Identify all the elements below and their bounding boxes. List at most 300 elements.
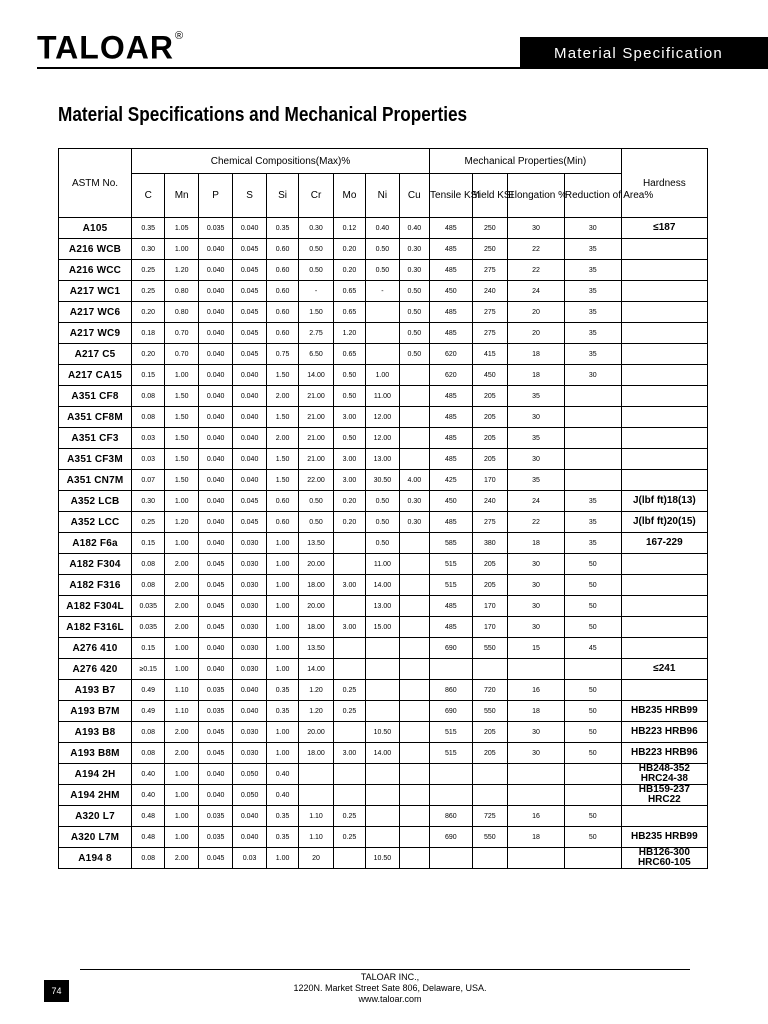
astm-no-cell: A216 WCB — [59, 239, 132, 260]
cu-cell: 0.30 — [399, 260, 429, 281]
cr-cell: 21.00 — [299, 449, 333, 470]
tensile-cell — [430, 659, 473, 680]
reduction-of-area-cell: 50 — [564, 701, 621, 722]
mo-cell — [333, 722, 365, 743]
astm-no-cell: A217 WC6 — [59, 302, 132, 323]
s-cell: 0.040 — [233, 428, 266, 449]
c-cell: 0.30 — [132, 239, 165, 260]
s-cell: 0.030 — [233, 617, 266, 638]
mn-cell: 1.50 — [165, 407, 198, 428]
elongation-cell: 22 — [508, 512, 565, 533]
element-header-cu: Cu — [399, 174, 429, 218]
table-row — [59, 281, 708, 302]
yield-cell: 275 — [472, 323, 507, 344]
si-cell: 0.75 — [266, 344, 298, 365]
ni-cell — [366, 701, 399, 722]
si-cell: 1.50 — [266, 470, 298, 491]
s-cell: 0.045 — [233, 302, 266, 323]
cr-cell: 2.75 — [299, 323, 333, 344]
reduction-of-area-cell — [564, 764, 621, 785]
yield-cell: 725 — [472, 806, 507, 827]
table-row — [59, 764, 708, 785]
tensile-cell: 450 — [430, 491, 473, 512]
s-cell: 0.045 — [233, 491, 266, 512]
astm-no-cell: A182 F6a — [59, 533, 132, 554]
tensile-cell: 485 — [430, 260, 473, 281]
mo-cell — [333, 785, 365, 806]
yield-cell: 205 — [472, 575, 507, 596]
yield-cell — [472, 785, 507, 806]
mo-cell: 1.20 — [333, 323, 365, 344]
mo-cell: 0.25 — [333, 701, 365, 722]
ni-cell — [366, 764, 399, 785]
hardness-cell — [621, 617, 707, 638]
tensile-cell — [430, 848, 473, 869]
c-cell: 0.25 — [132, 281, 165, 302]
cu-cell — [399, 848, 429, 869]
elongation-cell: 22 — [508, 260, 565, 281]
elongation-cell: 24 — [508, 281, 565, 302]
astm-no-cell: A351 CF8 — [59, 386, 132, 407]
hardness-cell — [621, 575, 707, 596]
elongation-cell: 16 — [508, 806, 565, 827]
footer-divider — [80, 969, 690, 970]
tensile-cell: 690 — [430, 638, 473, 659]
s-cell: 0.045 — [233, 512, 266, 533]
table-body — [59, 218, 708, 869]
yield-cell: 205 — [472, 449, 507, 470]
astm-no-cell: A193 B8 — [59, 722, 132, 743]
reduction-of-area-header: Reduction of Area% — [564, 174, 621, 218]
si-cell: 1.00 — [266, 743, 298, 764]
p-cell: 0.045 — [198, 722, 232, 743]
ni-cell: - — [366, 281, 399, 302]
cr-cell: 14.00 — [299, 365, 333, 386]
mn-cell: 1.20 — [165, 260, 198, 281]
header-divider — [37, 67, 768, 69]
cr-cell: 21.00 — [299, 386, 333, 407]
ni-cell — [366, 806, 399, 827]
mo-cell: 0.65 — [333, 281, 365, 302]
c-cell: 0.035 — [132, 617, 165, 638]
reduction-of-area-cell: 35 — [564, 281, 621, 302]
elongation-header: Elongation % — [508, 174, 565, 218]
elongation-cell: 30 — [508, 575, 565, 596]
ni-cell: 14.00 — [366, 575, 399, 596]
s-cell: 0.045 — [233, 281, 266, 302]
cu-cell — [399, 407, 429, 428]
si-cell: 1.00 — [266, 617, 298, 638]
c-cell: 0.25 — [132, 260, 165, 281]
mn-cell: 1.00 — [165, 659, 198, 680]
mo-cell: 0.25 — [333, 806, 365, 827]
reduction-of-area-cell: 50 — [564, 554, 621, 575]
cu-cell: 0.50 — [399, 344, 429, 365]
yield-cell: 250 — [472, 239, 507, 260]
yield-cell: 380 — [472, 533, 507, 554]
p-cell: 0.040 — [198, 344, 232, 365]
mo-cell — [333, 659, 365, 680]
elongation-cell — [508, 764, 565, 785]
astm-no-cell: A351 CF3 — [59, 428, 132, 449]
mo-cell: 0.20 — [333, 239, 365, 260]
mn-cell: 2.00 — [165, 596, 198, 617]
table-row — [59, 680, 708, 701]
p-cell: 0.040 — [198, 764, 232, 785]
cr-cell: 1.20 — [299, 701, 333, 722]
cr-cell: 1.10 — [299, 827, 333, 848]
c-cell: 0.08 — [132, 407, 165, 428]
tensile-cell: 515 — [430, 722, 473, 743]
ni-cell: 12.00 — [366, 407, 399, 428]
table-row — [59, 596, 708, 617]
table-row — [59, 239, 708, 260]
table-row — [59, 722, 708, 743]
p-cell: 0.045 — [198, 596, 232, 617]
elongation-cell: 30 — [508, 554, 565, 575]
cr-cell: 21.00 — [299, 407, 333, 428]
elongation-cell: 18 — [508, 365, 565, 386]
yield-cell: 275 — [472, 260, 507, 281]
cr-cell: 1.50 — [299, 302, 333, 323]
table-row — [59, 491, 708, 512]
mn-cell: 1.50 — [165, 386, 198, 407]
mn-cell: 0.70 — [165, 344, 198, 365]
table-row — [59, 428, 708, 449]
tensile-cell: 485 — [430, 596, 473, 617]
si-cell: 1.00 — [266, 659, 298, 680]
mn-cell: 2.00 — [165, 743, 198, 764]
footer-website: www.taloar.com — [358, 994, 422, 1004]
si-cell: 0.60 — [266, 239, 298, 260]
c-cell: 0.08 — [132, 554, 165, 575]
si-cell: 0.40 — [266, 785, 298, 806]
element-header-ni: Ni — [366, 174, 399, 218]
hardness-cell — [621, 449, 707, 470]
ni-cell: 12.00 — [366, 428, 399, 449]
mo-cell: 0.12 — [333, 218, 365, 239]
s-cell: 0.040 — [233, 806, 266, 827]
elongation-cell: 30 — [508, 596, 565, 617]
ni-cell: 0.40 — [366, 218, 399, 239]
elongation-cell: 18 — [508, 344, 565, 365]
p-cell: 0.040 — [198, 281, 232, 302]
s-cell: 0.050 — [233, 785, 266, 806]
s-cell: 0.030 — [233, 722, 266, 743]
elongation-cell: 35 — [508, 386, 565, 407]
cr-cell: 1.20 — [299, 680, 333, 701]
cr-cell: 13.50 — [299, 638, 333, 659]
mn-cell: 1.05 — [165, 218, 198, 239]
astm-no-cell: A276 420 — [59, 659, 132, 680]
cu-cell — [399, 554, 429, 575]
cu-cell: 0.40 — [399, 218, 429, 239]
cr-cell: 21.00 — [299, 428, 333, 449]
mn-cell: 1.00 — [165, 806, 198, 827]
hardness-cell: HB235 HRB99 — [621, 827, 707, 848]
mn-cell: 1.10 — [165, 680, 198, 701]
c-cell: 0.25 — [132, 512, 165, 533]
tensile-cell: 585 — [430, 533, 473, 554]
table-row — [59, 323, 708, 344]
si-cell: 0.35 — [266, 827, 298, 848]
cr-cell: 18.00 — [299, 617, 333, 638]
tensile-cell: 485 — [430, 512, 473, 533]
s-cell: 0.030 — [233, 533, 266, 554]
hardness-cell — [621, 680, 707, 701]
reduction-of-area-cell: 50 — [564, 617, 621, 638]
astm-no-cell: A216 WCC — [59, 260, 132, 281]
tensile-cell: 690 — [430, 701, 473, 722]
table-row — [59, 848, 708, 869]
reduction-of-area-cell: 30 — [564, 218, 621, 239]
si-cell: 1.00 — [266, 722, 298, 743]
elongation-cell — [508, 659, 565, 680]
yield-cell: 205 — [472, 722, 507, 743]
table-row — [59, 617, 708, 638]
p-cell: 0.040 — [198, 638, 232, 659]
s-cell: 0.040 — [233, 365, 266, 386]
table-row — [59, 386, 708, 407]
table-row — [59, 407, 708, 428]
yield-cell: 205 — [472, 386, 507, 407]
mn-cell: 2.00 — [165, 554, 198, 575]
mn-cell: 0.80 — [165, 302, 198, 323]
si-cell: 0.60 — [266, 491, 298, 512]
si-cell: 0.35 — [266, 701, 298, 722]
cr-cell: 20.00 — [299, 722, 333, 743]
mn-cell: 2.00 — [165, 722, 198, 743]
s-cell: 0.040 — [233, 218, 266, 239]
si-cell: 0.60 — [266, 281, 298, 302]
tensile-cell: 860 — [430, 680, 473, 701]
hardness-cell: HB248-352 HRC24-38 — [621, 764, 707, 785]
elongation-cell: 30 — [508, 218, 565, 239]
ni-cell: 14.00 — [366, 743, 399, 764]
elongation-cell: 22 — [508, 239, 565, 260]
cr-cell: 18.00 — [299, 743, 333, 764]
element-header-si: Si — [266, 174, 298, 218]
mn-cell: 2.00 — [165, 617, 198, 638]
s-cell: 0.030 — [233, 638, 266, 659]
yield-cell: 170 — [472, 470, 507, 491]
yield-cell: 240 — [472, 281, 507, 302]
yield-cell: 550 — [472, 638, 507, 659]
reduction-of-area-cell — [564, 785, 621, 806]
mo-cell — [333, 533, 365, 554]
astm-no-cell: A320 L7M — [59, 827, 132, 848]
yield-cell: 205 — [472, 428, 507, 449]
chemical-compositions-header: Chemical Compositions(Max)% — [132, 149, 430, 174]
elongation-cell: 24 — [508, 491, 565, 512]
c-cell: 0.08 — [132, 743, 165, 764]
astm-no-cell: A194 2H — [59, 764, 132, 785]
astm-no-cell: A182 F304L — [59, 596, 132, 617]
element-header-cr: Cr — [299, 174, 333, 218]
ni-cell: 15.00 — [366, 617, 399, 638]
p-cell: 0.040 — [198, 428, 232, 449]
si-cell: 1.00 — [266, 575, 298, 596]
tensile-cell: 485 — [430, 386, 473, 407]
mo-cell: 0.20 — [333, 260, 365, 281]
yield-cell: 450 — [472, 365, 507, 386]
tensile-cell: 485 — [430, 302, 473, 323]
mn-cell: 1.50 — [165, 428, 198, 449]
cr-cell: 0.30 — [299, 218, 333, 239]
si-cell: 0.60 — [266, 302, 298, 323]
astm-no-cell: A351 CF8M — [59, 407, 132, 428]
yield-cell: 275 — [472, 512, 507, 533]
c-cell: 0.20 — [132, 344, 165, 365]
c-cell: 0.30 — [132, 491, 165, 512]
hardness-cell: ≤241 — [621, 659, 707, 680]
tensile-cell — [430, 764, 473, 785]
ni-cell — [366, 680, 399, 701]
hardness-cell: HB159-237 HRC22 — [621, 785, 707, 806]
cu-cell: 4.00 — [399, 470, 429, 491]
hardness-cell — [621, 596, 707, 617]
cu-cell: 0.30 — [399, 491, 429, 512]
elongation-cell: 35 — [508, 470, 565, 491]
c-cell: 0.49 — [132, 680, 165, 701]
reduction-of-area-cell — [564, 470, 621, 491]
s-cell: 0.040 — [233, 449, 266, 470]
c-cell: 0.15 — [132, 533, 165, 554]
hardness-cell — [621, 302, 707, 323]
cu-cell — [399, 827, 429, 848]
mn-cell: 2.00 — [165, 848, 198, 869]
reduction-of-area-cell: 35 — [564, 491, 621, 512]
p-cell: 0.035 — [198, 701, 232, 722]
si-cell: 0.35 — [266, 806, 298, 827]
table-row — [59, 659, 708, 680]
hardness-cell — [621, 428, 707, 449]
c-cell: 0.20 — [132, 302, 165, 323]
mo-cell: 0.50 — [333, 386, 365, 407]
table-row — [59, 827, 708, 848]
p-cell: 0.040 — [198, 239, 232, 260]
mn-cell: 1.00 — [165, 785, 198, 806]
elongation-cell: 18 — [508, 701, 565, 722]
p-cell: 0.040 — [198, 407, 232, 428]
p-cell: 0.040 — [198, 365, 232, 386]
yield-cell: 205 — [472, 554, 507, 575]
s-cell: 0.040 — [233, 827, 266, 848]
astm-no-cell: A320 L7 — [59, 806, 132, 827]
elongation-cell: 30 — [508, 722, 565, 743]
section-label: Material Specification — [520, 37, 768, 69]
tensile-cell: 515 — [430, 575, 473, 596]
yield-cell — [472, 659, 507, 680]
ni-cell: 11.00 — [366, 554, 399, 575]
astm-no-cell: A193 B8M — [59, 743, 132, 764]
hardness-cell: HB223 HRB96 — [621, 722, 707, 743]
mo-cell: 3.00 — [333, 407, 365, 428]
s-cell: 0.040 — [233, 470, 266, 491]
ni-cell: 0.50 — [366, 239, 399, 260]
tensile-header: Tensile KSI — [430, 174, 473, 218]
si-cell: 0.40 — [266, 764, 298, 785]
yield-cell: 240 — [472, 491, 507, 512]
footer-address-block — [240, 972, 540, 1005]
s-cell: 0.045 — [233, 344, 266, 365]
elongation-cell: 35 — [508, 428, 565, 449]
elongation-cell: 16 — [508, 680, 565, 701]
reduction-of-area-cell: 35 — [564, 323, 621, 344]
astm-no-cell: A194 8 — [59, 848, 132, 869]
reduction-of-area-cell: 50 — [564, 806, 621, 827]
tensile-cell: 485 — [430, 428, 473, 449]
cu-cell — [399, 659, 429, 680]
mo-cell: 0.65 — [333, 302, 365, 323]
s-cell: 0.030 — [233, 743, 266, 764]
cr-cell: 13.50 — [299, 533, 333, 554]
astm-no-cell: A217 WC1 — [59, 281, 132, 302]
si-cell: 1.00 — [266, 596, 298, 617]
p-cell: 0.040 — [198, 512, 232, 533]
cu-cell — [399, 533, 429, 554]
hardness-cell: J(lbf ft)20(15) — [621, 512, 707, 533]
hardness-cell — [621, 365, 707, 386]
ni-cell: 13.00 — [366, 449, 399, 470]
element-header-p: P — [198, 174, 232, 218]
si-cell: 1.00 — [266, 638, 298, 659]
c-cell: 0.35 — [132, 218, 165, 239]
p-cell: 0.040 — [198, 449, 232, 470]
ni-cell: 0.50 — [366, 512, 399, 533]
astm-no-cell: A276 410 — [59, 638, 132, 659]
reduction-of-area-cell — [564, 386, 621, 407]
mn-cell: 1.00 — [165, 638, 198, 659]
si-cell: 1.00 — [266, 554, 298, 575]
page-title: Material Specifications and Mechanical Properties — [58, 104, 468, 126]
reduction-of-area-cell — [564, 848, 621, 869]
si-cell: 1.50 — [266, 449, 298, 470]
mo-cell: 3.00 — [333, 743, 365, 764]
astm-no-cell: A193 B7M — [59, 701, 132, 722]
mo-cell: 0.50 — [333, 428, 365, 449]
p-cell: 0.035 — [198, 218, 232, 239]
c-cell: 0.48 — [132, 827, 165, 848]
element-header-c: C — [132, 174, 165, 218]
cr-cell — [299, 785, 333, 806]
mo-cell — [333, 638, 365, 659]
c-cell: 0.15 — [132, 638, 165, 659]
p-cell: 0.040 — [198, 785, 232, 806]
table-row — [59, 449, 708, 470]
tensile-cell: 450 — [430, 281, 473, 302]
elongation-cell: 20 — [508, 323, 565, 344]
reduction-of-area-cell: 50 — [564, 722, 621, 743]
cu-cell: 0.50 — [399, 323, 429, 344]
s-cell: 0.03 — [233, 848, 266, 869]
table-row — [59, 218, 708, 239]
cr-cell: - — [299, 281, 333, 302]
cr-cell: 14.00 — [299, 659, 333, 680]
hardness-cell — [621, 239, 707, 260]
ni-cell — [366, 659, 399, 680]
table-row — [59, 701, 708, 722]
cr-cell: 18.00 — [299, 575, 333, 596]
mn-cell: 1.00 — [165, 239, 198, 260]
reduction-of-area-cell: 50 — [564, 743, 621, 764]
si-cell: 1.50 — [266, 407, 298, 428]
cu-cell: 0.30 — [399, 512, 429, 533]
ni-cell: 0.50 — [366, 491, 399, 512]
table-row — [59, 806, 708, 827]
tensile-cell: 485 — [430, 449, 473, 470]
table-row — [59, 575, 708, 596]
